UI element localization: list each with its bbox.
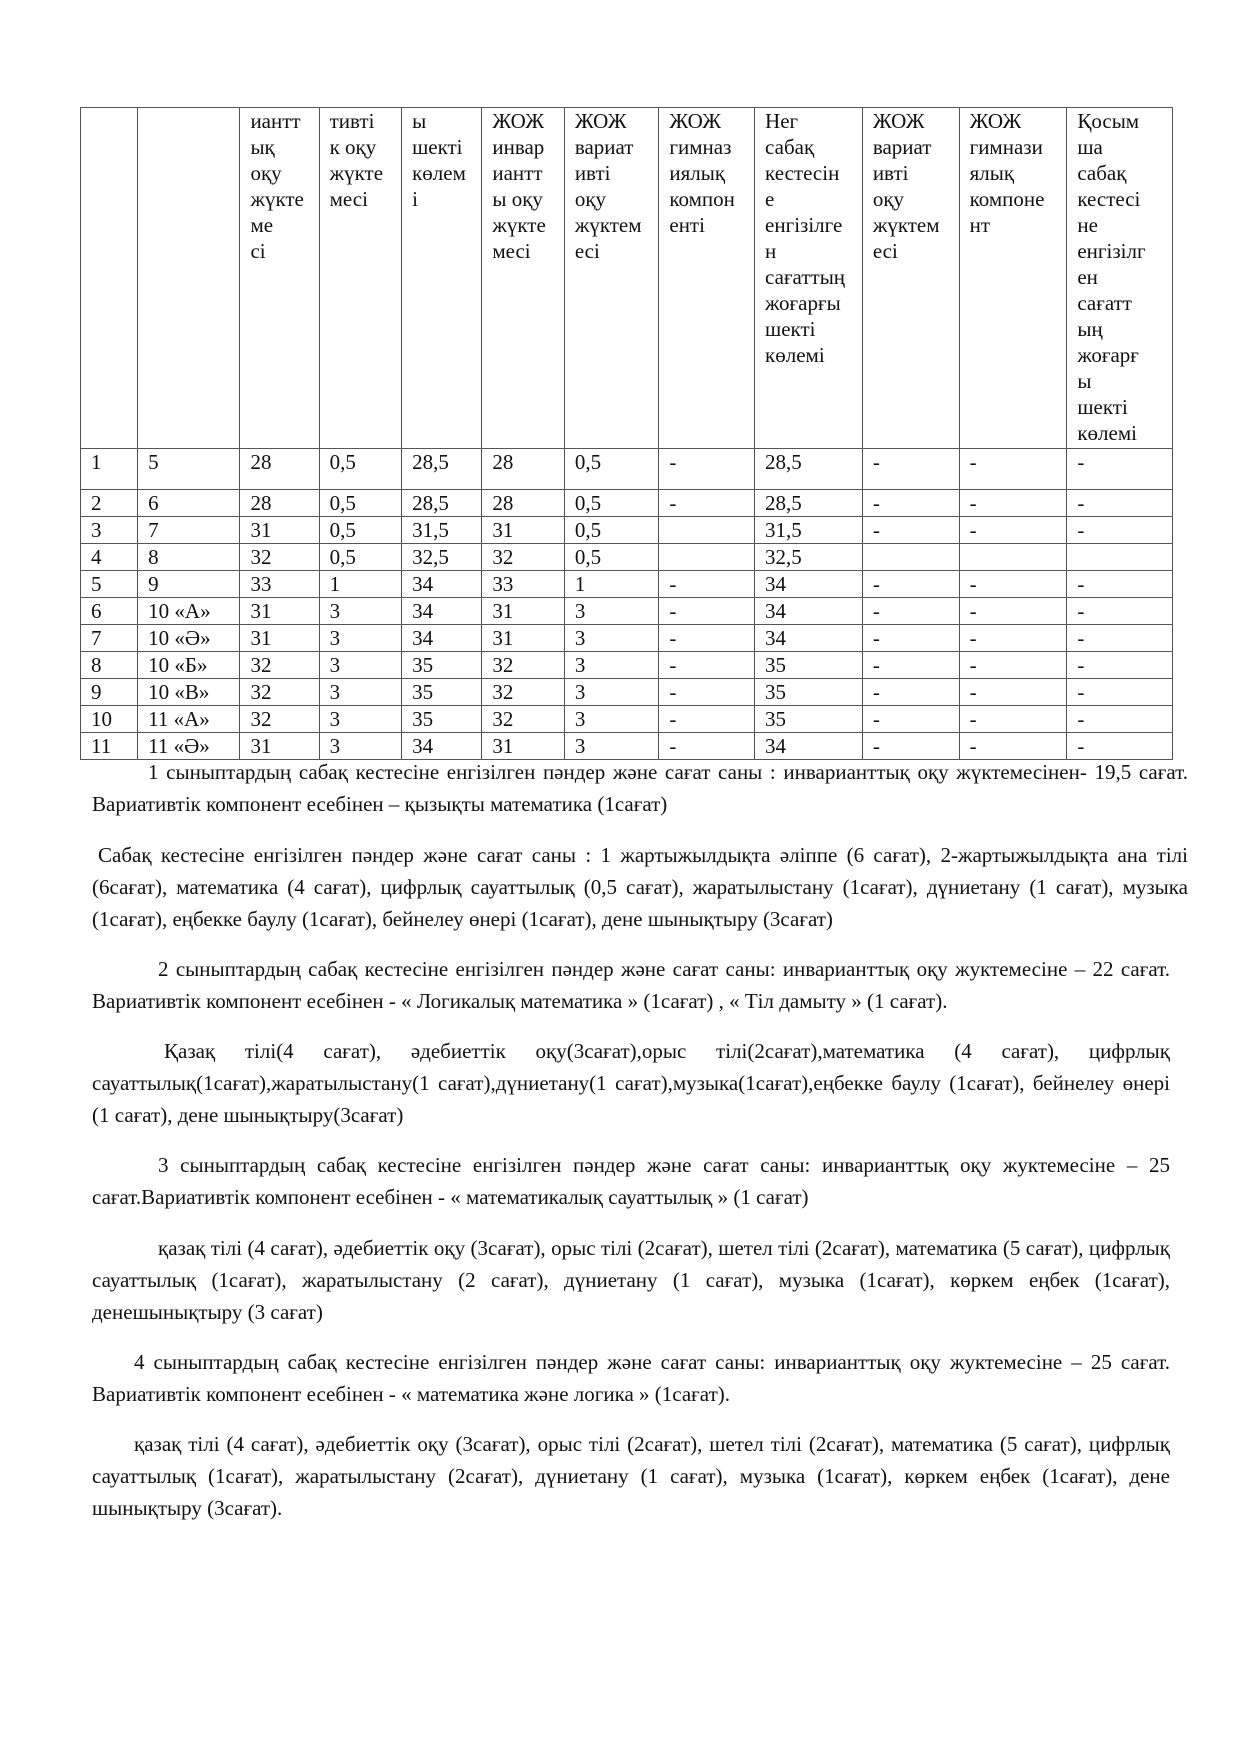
table-cell: 33 — [482, 571, 564, 598]
table-cell: - — [959, 490, 1067, 517]
header-cell-line: шекті — [765, 317, 816, 341]
table-cell: 31,5 — [402, 517, 482, 544]
table-cell: 3 — [564, 679, 659, 706]
header-cell — [240, 108, 319, 449]
header-cell — [319, 108, 401, 449]
table-cell: 11 — [81, 733, 138, 760]
table-cell: - — [959, 706, 1067, 733]
header-cell-line: гимназ — [669, 135, 732, 159]
table-cell: 5 — [81, 571, 138, 598]
header-cell-line: ЖОЖ — [872, 109, 925, 133]
table-cell: 35 — [402, 679, 482, 706]
header-cell-line: месі — [492, 239, 531, 263]
table-cell: - — [1067, 517, 1173, 544]
table-cell: 9 — [138, 571, 240, 598]
table-cell — [1067, 544, 1173, 571]
table-cell: 32 — [482, 706, 564, 733]
header-cell-line: гимнази — [969, 135, 1043, 159]
table-cell: - — [959, 449, 1067, 490]
table-cell: 28 — [482, 490, 564, 517]
table-cell: 32,5 — [402, 544, 482, 571]
header-cell-line: тивті — [329, 109, 375, 133]
table-cell: 32 — [482, 679, 564, 706]
table-cell — [659, 517, 755, 544]
table-cell: - — [959, 733, 1067, 760]
header-cell-line: компон — [669, 187, 735, 211]
table-cell: - — [659, 598, 755, 625]
table-cell: 35 — [755, 679, 863, 706]
table-cell: - — [1067, 733, 1173, 760]
table-cell: 34 — [402, 571, 482, 598]
table-cell: - — [959, 571, 1067, 598]
header-cell-line: ивті — [574, 161, 611, 185]
table-cell: 35 — [755, 652, 863, 679]
table-cell: - — [862, 598, 959, 625]
table-cell: - — [862, 733, 959, 760]
table-cell: 10 «А» — [138, 598, 240, 625]
table-cell: - — [1067, 449, 1173, 490]
note-grade-1-summary: 1 сыныптардың сабақ кестесіне енгізілген пәндер және сағат саны : инварианттық оқу жүктемесінен- 19,5 сағат. Вариативтік компонент есебінен – қызықты математика (1сағат) — [92, 760, 1188, 816]
table-cell: 28 — [240, 490, 319, 517]
table-cell: - — [959, 625, 1067, 652]
table-cell: 2 — [81, 490, 138, 517]
header-cell-empty — [81, 108, 138, 449]
header-cell-line: н — [765, 239, 777, 263]
header-cell-line: иантт — [492, 161, 543, 185]
header-cell-line: компоне — [969, 187, 1045, 211]
header-cell-line: і — [412, 187, 418, 211]
header-cell-line: кестесін — [765, 161, 840, 185]
table-cell: 31 — [240, 598, 319, 625]
header-cell-line: ша — [1077, 135, 1103, 159]
header-cell — [1067, 108, 1173, 449]
header-cell-line: ың — [1077, 317, 1103, 341]
table-cell: - — [1067, 598, 1173, 625]
header-cell-line: сі — [250, 239, 266, 263]
curriculum-hours-table — [80, 107, 1173, 760]
header-cell — [659, 108, 755, 449]
table-cell: 31 — [482, 517, 564, 544]
header-cell-line: жүкте — [329, 161, 384, 185]
curriculum-notes — [92, 756, 1188, 1524]
note-grade-1-subjects: Сабақ кестесіне енгізілген пәндер және сағат саны : 1 жартыжылдықта әліппе (6 сағат), 2-жартыжылдықта ана тілі (6сағат), математика (4 сағат), цифрлық сауаттылық (0,5 сағат), жаратылыстану (1сағат), дүниетану (1 сағат), музыка (1сағат), еңбекке баулу (1сағат), бейнелеу өнері (1сағат), дене шынықтыру (3сағат) — [92, 843, 1188, 931]
table-row — [81, 449, 1173, 490]
table-cell: 9 — [81, 679, 138, 706]
note-grade-4-summary: 4 сыныптардың сабақ кестесіне енгізілген пәндер және сағат саны: инварианттық оқу жуктемесіне – 25 сағат. Вариативтік компонент есебінен - « математика және логика » (1сағат). — [92, 1350, 1170, 1406]
curriculum-table-wrapper — [80, 107, 1173, 760]
table-cell: 10 «Ә» — [138, 625, 240, 652]
table-cell: 0,5 — [319, 449, 401, 490]
table-cell: - — [659, 706, 755, 733]
table-cell: - — [862, 449, 959, 490]
table-cell: - — [659, 625, 755, 652]
table-cell — [659, 544, 755, 571]
table-cell: 8 — [138, 544, 240, 571]
table-cell: - — [959, 598, 1067, 625]
table-cell: 0,5 — [319, 490, 401, 517]
table-row — [81, 625, 1173, 652]
table-cell: 5 — [138, 449, 240, 490]
table-cell: 3 — [319, 625, 401, 652]
header-cell-line: к оқу — [329, 135, 377, 159]
table-cell: - — [959, 679, 1067, 706]
table-cell: 3 — [564, 598, 659, 625]
header-cell-line: жоғарғ — [1077, 343, 1139, 367]
table-cell: 28,5 — [755, 449, 863, 490]
header-cell-line: ялық — [969, 161, 1015, 185]
table-cell: 31 — [482, 598, 564, 625]
table-cell: 3 — [319, 652, 401, 679]
table-cell: 3 — [319, 733, 401, 760]
table-cell: - — [1067, 652, 1173, 679]
table-cell: - — [959, 652, 1067, 679]
header-cell-line: ен — [1077, 265, 1098, 289]
table-cell: - — [862, 679, 959, 706]
header-cell-line: ы — [412, 109, 427, 133]
table-header-row — [81, 108, 1173, 449]
header-cell-line: есі — [574, 239, 600, 263]
table-body — [81, 108, 1173, 760]
header-cell-line: ЖОЖ — [492, 109, 545, 133]
header-cell-line: оқу — [574, 187, 607, 211]
table-cell: - — [659, 679, 755, 706]
header-cell — [482, 108, 564, 449]
table-cell: 32 — [482, 544, 564, 571]
table-row — [81, 598, 1173, 625]
table-cell: 31 — [240, 733, 319, 760]
note-grade-4-subjects: қазақ тілі (4 сағат), әдебиеттік оқу (3сағат), орыс тілі (2сағат), шетел тілі (2сағат), математика (5 сағат), цифрлық сауаттылық (1сағат), жаратылыстану (2сағат), дүниетану (1 сағат), музыка (1сағат), көркем еңбек (1сағат), дене шынықтыру (3сағат). — [92, 1432, 1170, 1520]
note-grade-2-subjects: Қазақ тілі(4 сағат), әдебиеттік оқу(3сағат),орыс тілі(2сағат),математика (4 сағат), цифрлық сауаттылық(1сағат),жаратылыстану(1 сағат),дүниетану(1 сағат),музыка(1сағат),еңбекке баулу (1сағат), бейнелеу өнері (1 сағат), дене шынықтыру(3сағат) — [92, 1039, 1170, 1127]
header-cell-line: иантт — [250, 109, 301, 133]
header-cell-line: ық — [250, 135, 275, 159]
table-cell: 34 — [755, 598, 863, 625]
table-cell: 35 — [755, 706, 863, 733]
table-cell: 1 — [564, 571, 659, 598]
table-cell: - — [1067, 490, 1173, 517]
table-cell: - — [959, 517, 1067, 544]
header-cell-line: жүкте — [250, 187, 304, 211]
table-cell: 28,5 — [755, 490, 863, 517]
table-cell: - — [659, 733, 755, 760]
header-cell — [755, 108, 863, 449]
table-cell: 34 — [402, 733, 482, 760]
table-cell: 34 — [755, 571, 863, 598]
table-cell: - — [1067, 706, 1173, 733]
table-cell: 32 — [240, 679, 319, 706]
table-cell: 31 — [482, 733, 564, 760]
table-cell: - — [862, 706, 959, 733]
header-cell-line: көлем — [412, 161, 466, 185]
table-cell: 35 — [402, 706, 482, 733]
header-cell-line: жоғарғы — [765, 291, 841, 315]
header-cell-line: сағаттың — [765, 265, 846, 289]
table-cell: 32 — [240, 652, 319, 679]
table-cell: 7 — [81, 625, 138, 652]
table-cell — [862, 544, 959, 571]
table-cell: 32 — [482, 652, 564, 679]
table-cell: 0,5 — [564, 449, 659, 490]
header-cell-line: шекті — [412, 135, 463, 159]
table-cell: 33 — [240, 571, 319, 598]
table-cell: 31,5 — [755, 517, 863, 544]
table-cell: 3 — [319, 679, 401, 706]
header-cell — [402, 108, 482, 449]
header-cell-line: сабақ — [765, 135, 815, 159]
header-cell-line: нт — [969, 213, 990, 237]
table-cell: - — [862, 490, 959, 517]
table-cell: 11 «Ә» — [138, 733, 240, 760]
table-cell: 34 — [755, 625, 863, 652]
note-grade-3-subjects: қазақ тілі (4 сағат), әдебиеттік оқу (3сағат), орыс тілі (2сағат), шетел тілі (2сағат), математика (5 сағат), цифрлық сауаттылық (1сағат), жаратылыстану (2 сағат), дүниетану (1 сағат), музыка (1сағат), көркем еңбек (1сағат), денешынықтыру (3 сағат) — [92, 1236, 1170, 1324]
table-cell: 1 — [81, 449, 138, 490]
table-cell: 10 — [81, 706, 138, 733]
table-cell: 7 — [138, 517, 240, 544]
table-cell: 8 — [81, 652, 138, 679]
table-cell: 34 — [755, 733, 863, 760]
table-cell: 31 — [482, 625, 564, 652]
table-cell: 3 — [319, 706, 401, 733]
header-cell-line: жүктем — [574, 213, 642, 237]
table-cell: 28,5 — [402, 449, 482, 490]
header-cell-line: е — [765, 187, 775, 211]
table-cell: 3 — [81, 517, 138, 544]
table-cell: 6 — [138, 490, 240, 517]
table-cell: 32 — [240, 706, 319, 733]
table-cell: 10 «Б» — [138, 652, 240, 679]
table-cell: 0,5 — [319, 517, 401, 544]
table-cell: 32,5 — [755, 544, 863, 571]
header-cell-line: сабақ — [1077, 161, 1127, 185]
header-cell-line: ЖОЖ — [669, 109, 722, 133]
table-cell: - — [1067, 679, 1173, 706]
table-cell: - — [1067, 571, 1173, 598]
table-cell: - — [659, 652, 755, 679]
header-cell — [564, 108, 659, 449]
table-row — [81, 679, 1173, 706]
header-cell-line: жүктем — [872, 213, 940, 237]
table-cell: 32 — [240, 544, 319, 571]
table-cell: - — [659, 449, 755, 490]
table-cell: - — [862, 625, 959, 652]
header-cell-line: енті — [669, 213, 705, 237]
header-cell-line: енгізілге — [765, 213, 843, 237]
header-cell-line: ме — [250, 213, 274, 237]
header-cell-line: не — [1077, 213, 1098, 237]
table-row — [81, 544, 1173, 571]
table-cell: 3 — [319, 598, 401, 625]
table-cell: 31 — [240, 625, 319, 652]
header-cell-line: ы оқу — [492, 187, 543, 211]
header-cell-line: ы — [1077, 369, 1092, 393]
table-cell: - — [862, 652, 959, 679]
header-cell-line: шекті — [1077, 395, 1128, 419]
header-cell-line: оқу — [250, 161, 282, 185]
table-cell: - — [659, 571, 755, 598]
table-cell: - — [1067, 625, 1173, 652]
table-cell: 28 — [482, 449, 564, 490]
table-cell — [959, 544, 1067, 571]
header-cell-empty — [138, 108, 240, 449]
table-row — [81, 490, 1173, 517]
header-cell-line: есі — [872, 239, 898, 263]
table-row — [81, 517, 1173, 544]
header-cell-line: сағатт — [1077, 291, 1132, 315]
header-cell-line: месі — [329, 187, 368, 211]
header-cell-line: ЖОЖ — [969, 109, 1022, 133]
header-cell-line: ивті — [872, 161, 909, 185]
table-cell: 3 — [564, 625, 659, 652]
table-cell: 3 — [564, 652, 659, 679]
header-cell-line: көлемі — [765, 343, 825, 367]
table-cell: - — [862, 517, 959, 544]
header-cell-line: Қосым — [1077, 109, 1140, 133]
table-cell: - — [659, 490, 755, 517]
table-cell: 31 — [240, 517, 319, 544]
table-cell: 6 — [81, 598, 138, 625]
table-row — [81, 652, 1173, 679]
table-cell: 1 — [319, 571, 401, 598]
table-cell: 0,5 — [319, 544, 401, 571]
table-cell: 28 — [240, 449, 319, 490]
table-cell: 10 «В» — [138, 679, 240, 706]
table-cell: - — [862, 571, 959, 598]
table-cell: 35 — [402, 652, 482, 679]
table-cell: 28,5 — [402, 490, 482, 517]
table-cell: 3 — [564, 733, 659, 760]
table-row — [81, 706, 1173, 733]
header-cell-line: инвар — [492, 135, 545, 159]
header-cell — [862, 108, 959, 449]
table-cell: 0,5 — [564, 517, 659, 544]
table-cell: 0,5 — [564, 490, 659, 517]
table-cell: 4 — [81, 544, 138, 571]
header-cell-line: көлемі — [1077, 421, 1137, 445]
note-grade-2-summary: 2 сыныптардың сабақ кестесіне енгізілген пәндер және сағат саны: инварианттық оқу жуктемесіне – 22 сағат. Вариативтік компонент есебінен - « Логикалық математика » (1сағат) , « Тіл дамыту » (1 сағат). — [92, 957, 1170, 1013]
header-cell-line: оқу — [872, 187, 905, 211]
header-cell-line: кестесі — [1077, 187, 1141, 211]
table-cell: 11 «А» — [138, 706, 240, 733]
header-cell-line: иялық — [669, 161, 726, 185]
header-cell-line: вариат — [574, 135, 634, 159]
header-cell-line: жүкте — [492, 213, 546, 237]
note-grade-3-summary: 3 сыныптардың сабақ кестесіне енгізілген пәндер және сағат саны: инварианттық оқу жуктемесіне – 25 сағат.Вариативтік компонент есебінен - « математикалық сауаттылық » (1 сағат) — [92, 1153, 1170, 1209]
header-cell — [959, 108, 1067, 449]
table-cell: 34 — [402, 598, 482, 625]
table-cell: 34 — [402, 625, 482, 652]
header-cell-line: енгізілг — [1077, 239, 1146, 263]
header-cell-line: ЖОЖ — [574, 109, 627, 133]
header-cell-line: вариат — [872, 135, 932, 159]
table-cell: 3 — [564, 706, 659, 733]
header-cell-line: Нег — [765, 109, 799, 133]
table-cell: 0,5 — [564, 544, 659, 571]
table-row — [81, 571, 1173, 598]
